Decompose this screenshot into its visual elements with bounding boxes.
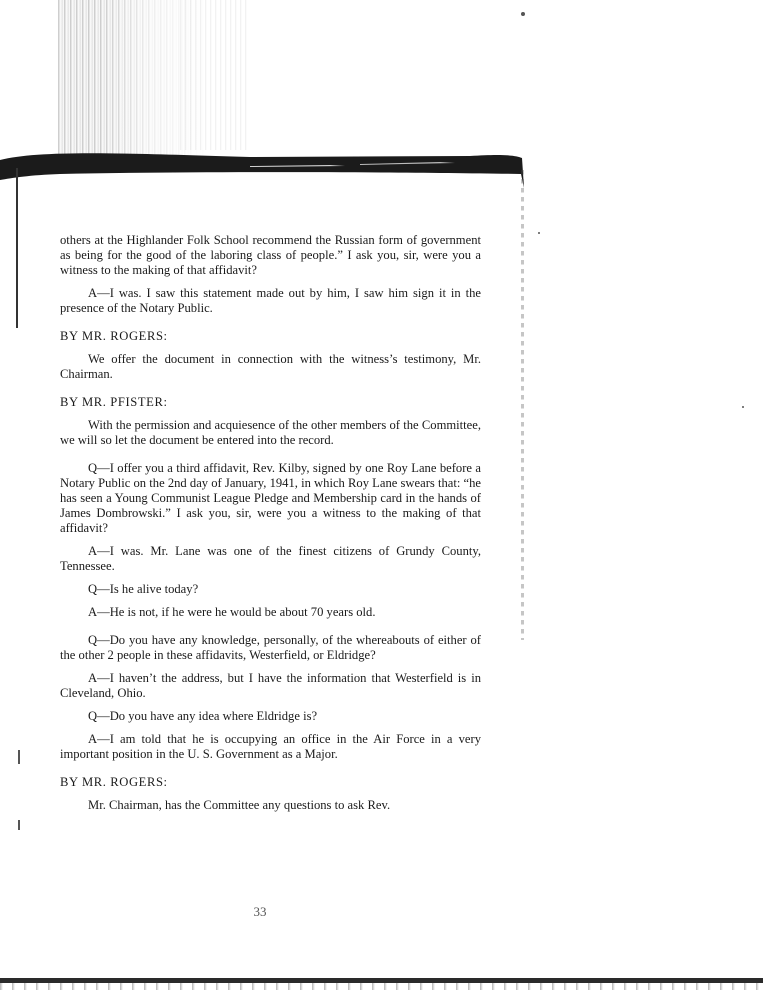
speaker-heading: BY MR. ROGERS: (60, 329, 168, 343)
speaker-heading: BY MR. PFISTER: (60, 395, 168, 409)
speck (18, 820, 20, 830)
paragraph: With the permission and acquiesence of the other members of the Committee, we will so let the document be entered into the record. (60, 418, 481, 447)
paragraph: others at the Highlander Folk School recommend the Russian form of government as being for the good of the laboring class of people.” I ask you, sir, were you a witness to the making of that affidavit? (60, 233, 481, 277)
page-number: 33 (253, 904, 267, 919)
answer-paragraph: A—I was. I saw this statement made out by him, I saw him sign it in the presence of the Notary Public. (60, 286, 481, 315)
speck (521, 12, 525, 16)
paragraph: We offer the document in connection with the witness’s testimony, Mr. Chairman. (60, 352, 481, 381)
right-page-edge (521, 170, 524, 640)
scan-artifact-top-faint (180, 0, 250, 150)
question-paragraph: Q—I offer you a third affidavit, Rev. Kilby, signed by one Roy Lane before a Notary Public on the 2nd day of January, 1941, in which Roy Lane swears that: “he has seen a Young Communist League Pledge and Membership card in the hands of James Dombrowski.” I ask you, sir, were you a witness to the making of that affidavit? (60, 461, 481, 535)
scan-artifact-bottom (0, 983, 763, 990)
answer-paragraph: A—I haven’t the address, but I have the information that Westerfield is in Cleveland, Ohio. (60, 671, 481, 700)
speck (538, 232, 540, 234)
page-fold-edge (0, 148, 763, 188)
question-paragraph: Q—Do you have any knowledge, personally, of the whereabouts of either of the other 2 people in these affidavits, Westerfield, or Eldridge? (60, 633, 481, 662)
answer-paragraph: A—He is not, if he were he would be about 70 years old. (88, 605, 376, 619)
document-body (60, 233, 481, 813)
paragraph: Mr. Chairman, has the Committee any questions to ask Rev. (88, 798, 391, 812)
question-paragraph: Q—Do you have any idea where Eldridge is? (88, 709, 318, 723)
speck (742, 406, 744, 408)
answer-paragraph: A—I am told that he is occupying an office in the Air Force in a very important position in the U. S. Government as a Major. (60, 732, 481, 761)
speaker-heading: BY MR. ROGERS: (60, 775, 168, 789)
left-margin-rule (16, 168, 18, 328)
speck (18, 750, 20, 764)
answer-paragraph: A—I was. Mr. Lane was one of the finest citizens of Grundy County, Tennessee. (60, 544, 481, 573)
question-paragraph: Q—Is he alive today? (88, 582, 199, 596)
